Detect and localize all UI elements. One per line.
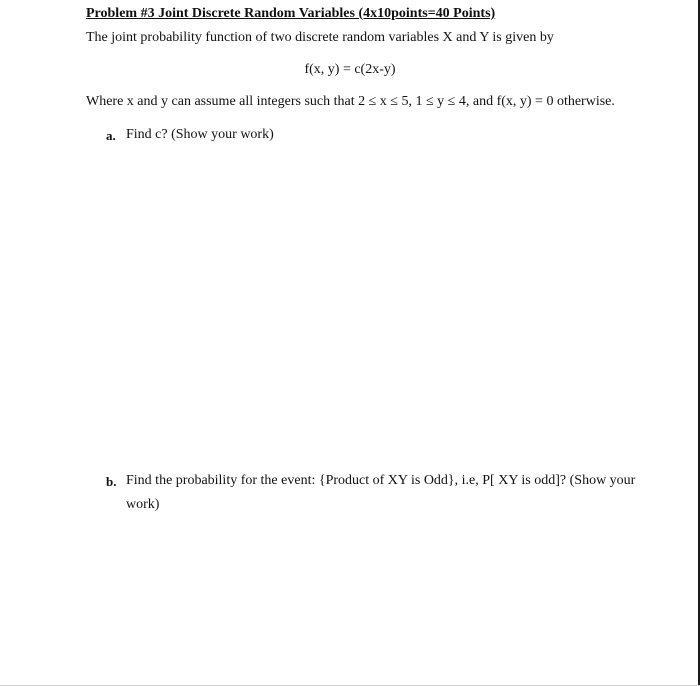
problem-title: Problem #3 Joint Discrete Random Variables (4x10points=40 Points) [86,6,496,21]
part-a-question: Find c? (Show your work) [126,127,274,142]
part-b-question: Find the probability for the event: {Product of XY is Odd}, i.e, P[ XY is odd]? (Show your [126,473,636,488]
part-a-label: a. [106,128,116,143]
domain-statement: Where x and y can assume all integers such that 2 ≤ x ≤ 5, 1 ≤ y ≤ 4, and f(x, y) = 0 otherwise. [86,94,615,109]
part-b-question-continued: work) [126,497,160,512]
problem-intro: The joint probability function of two discrete random variables X and Y is given by [86,30,554,45]
joint-probability-formula: f(x, y) = c(2x-y) [304,62,396,77]
part-b-label: b. [106,474,117,489]
